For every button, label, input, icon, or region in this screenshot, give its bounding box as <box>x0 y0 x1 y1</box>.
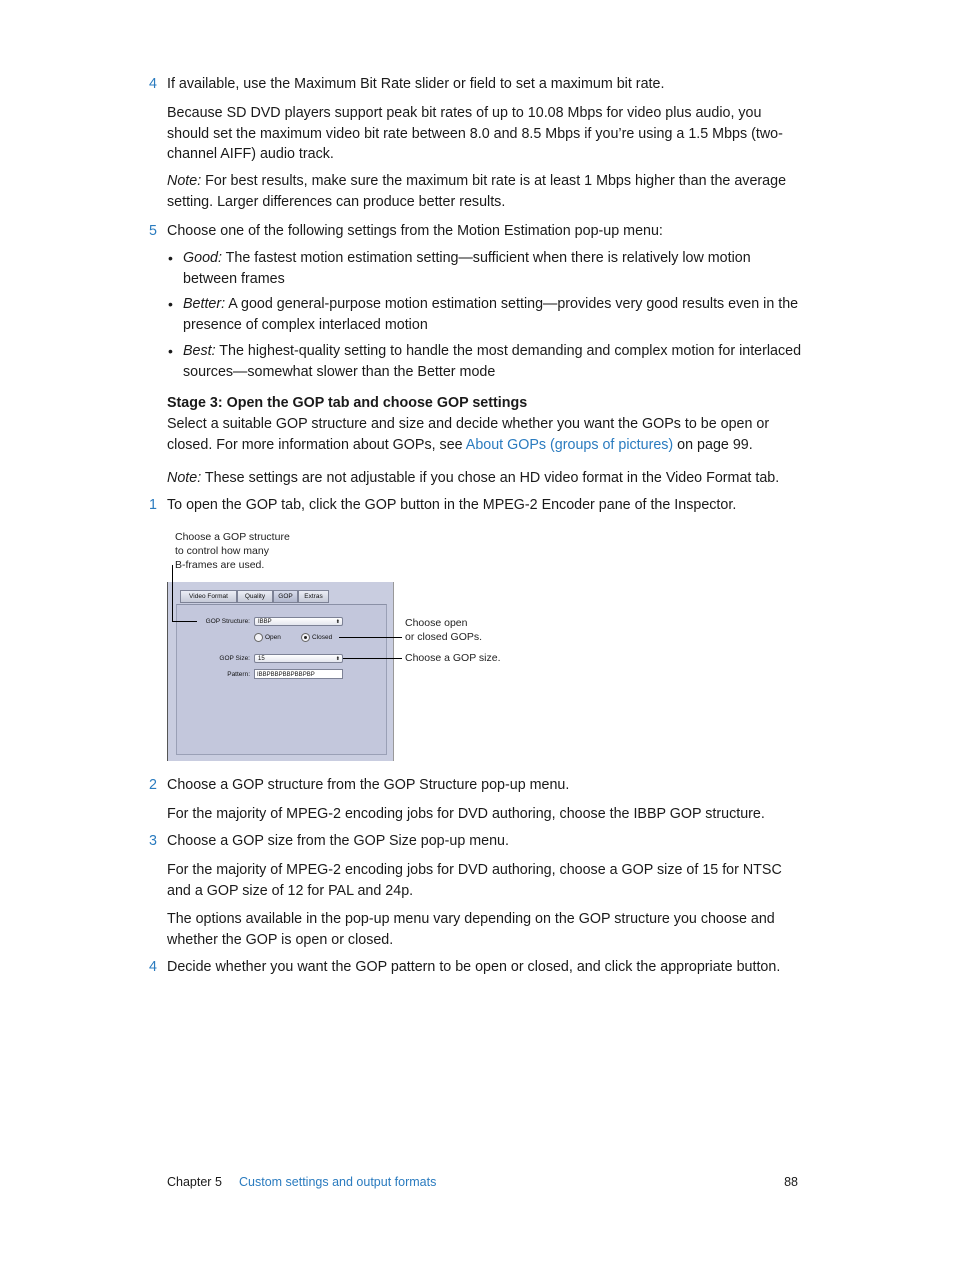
callout-leader-line <box>172 565 173 622</box>
bullet-dot: • <box>168 250 173 266</box>
bullet-dot: • <box>168 296 173 312</box>
page-number: 88 <box>784 1175 798 1189</box>
pattern-label: Pattern: <box>227 671 250 678</box>
gop-structure-popup[interactable] <box>254 617 343 626</box>
bullet-term: Good: <box>183 250 222 266</box>
list-item <box>183 341 803 382</box>
note <box>167 171 802 212</box>
bullet-dot: • <box>168 343 173 359</box>
callout-gop-structure <box>175 530 290 572</box>
list-item <box>183 294 803 335</box>
note-text: For best results, make sure the maximum bit rate is at least 1 Mbps higher than the average setting. Larger differences can produce better results. <box>167 173 787 210</box>
callout-line: Choose a GOP structure <box>175 531 290 543</box>
step-number: 5 <box>149 223 157 239</box>
footer-chapter-link[interactable]: Custom settings and output formats <box>239 1175 437 1189</box>
closed-radio-label: Closed <box>312 634 333 641</box>
step-text: Decide whether you want the GOP pattern to be open or closed, and click the appropriate button. <box>167 959 781 975</box>
paragraph: For the majority of MPEG-2 encoding jobs for DVD authoring, choose a GOP size of 15 for NTSC and a GOP size of 12 for PAL and 24p. <box>167 862 782 899</box>
inspector-panel-screenshot <box>167 582 394 761</box>
note <box>167 468 802 489</box>
note-label: Note: <box>167 470 202 486</box>
note-text: These settings are not adjustable if you chose an HD video format in the Video Format tab. <box>201 470 780 486</box>
open-radio[interactable] <box>254 633 263 642</box>
step-number: 4 <box>149 76 157 92</box>
bullet-term: Better: <box>183 296 226 312</box>
paragraph <box>167 414 802 455</box>
tab-extras[interactable]: Extras <box>298 590 329 603</box>
step-text: Choose a GOP size from the GOP Size pop-up menu. <box>167 833 509 849</box>
tab-quality[interactable]: Quality <box>237 590 273 603</box>
step-number: 2 <box>149 777 157 793</box>
gop-size-value: 15 <box>258 656 265 662</box>
callout-leader-line <box>172 621 197 622</box>
popup-arrows-icon: ⬍ <box>335 619 340 625</box>
paragraph-text: Select a suitable GOP structure and size and decide whether you want the GOPs to be open or closed. For more information about GOPs, see <box>167 416 770 453</box>
step-text: If available, use the Maximum Bit Rate slider or field to set a maximum bit rate. <box>167 76 665 92</box>
footer-chapter: Chapter 5 <box>167 1175 222 1189</box>
tab-video-format[interactable]: Video Format <box>180 590 237 603</box>
open-radio-label: Open <box>265 634 281 641</box>
step-number: 4 <box>149 959 157 975</box>
bullet-text: A good general-purpose motion estimation setting—provides very good results even in the presence of complex interlaced motion <box>183 296 799 333</box>
callout-leader-line <box>339 637 402 638</box>
step-text: To open the GOP tab, click the GOP button in the MPEG-2 Encoder pane of the Inspector. <box>167 497 737 513</box>
callout-line: to control how many <box>175 545 269 557</box>
callout-line: or closed GOPs. <box>405 631 483 643</box>
bullet-term: Best: <box>183 343 216 359</box>
gop-size-popup[interactable] <box>254 654 343 663</box>
callout-open-closed <box>405 616 482 644</box>
cross-reference-link[interactable]: About GOPs (groups of pictures) <box>465 436 674 453</box>
callout-gop-size: Choose a GOP size. <box>405 652 501 664</box>
pattern-field: IBBPBBPBBPBBPBP <box>254 669 343 679</box>
gop-size-label: GOP Size: <box>219 655 250 662</box>
section-heading: Stage 3: Open the GOP tab and choose GOP settings <box>167 395 528 411</box>
bullet-text: The highest-quality setting to handle the most demanding and complex motion for interlaced sources—somewhat slower than the Better mode <box>183 343 802 380</box>
callout-line: B-frames are used. <box>175 559 265 571</box>
callout-line: Choose open <box>405 617 468 629</box>
paragraph: The options available in the pop-up menu vary depending on the GOP structure you choose and whether the GOP is open or closed. <box>167 911 775 948</box>
gop-structure-value: IBBP <box>258 619 272 625</box>
bullet-text: The fastest motion estimation setting—sufficient when there is relatively low motion between frames <box>183 250 751 287</box>
closed-radio[interactable] <box>301 633 310 642</box>
paragraph: Because SD DVD players support peak bit rates of up to 10.08 Mbps for video plus audio, you should set the maximum video bit rate between 8.0 and 8.5 Mbps if you’re using a 1.5 Mbps (two-channel AIFF) audio track. <box>167 105 783 162</box>
popup-arrows-icon: ⬍ <box>335 656 340 662</box>
note-label: Note: <box>167 173 202 189</box>
list-item <box>183 248 803 289</box>
paragraph: For the majority of MPEG-2 encoding jobs for DVD authoring, choose the IBBP GOP structure. <box>167 806 765 822</box>
callout-leader-line <box>343 658 402 659</box>
tab-gop[interactable]: GOP <box>273 590 298 603</box>
step-number: 3 <box>149 833 157 849</box>
paragraph-text: on page 99. <box>673 436 753 453</box>
step-number: 1 <box>149 497 157 513</box>
step-text: Choose a GOP structure from the GOP Structure pop-up menu. <box>167 777 570 793</box>
step-text: Choose one of the following settings from the Motion Estimation pop-up menu: <box>167 223 663 239</box>
gop-structure-label: GOP Structure: <box>205 618 250 625</box>
